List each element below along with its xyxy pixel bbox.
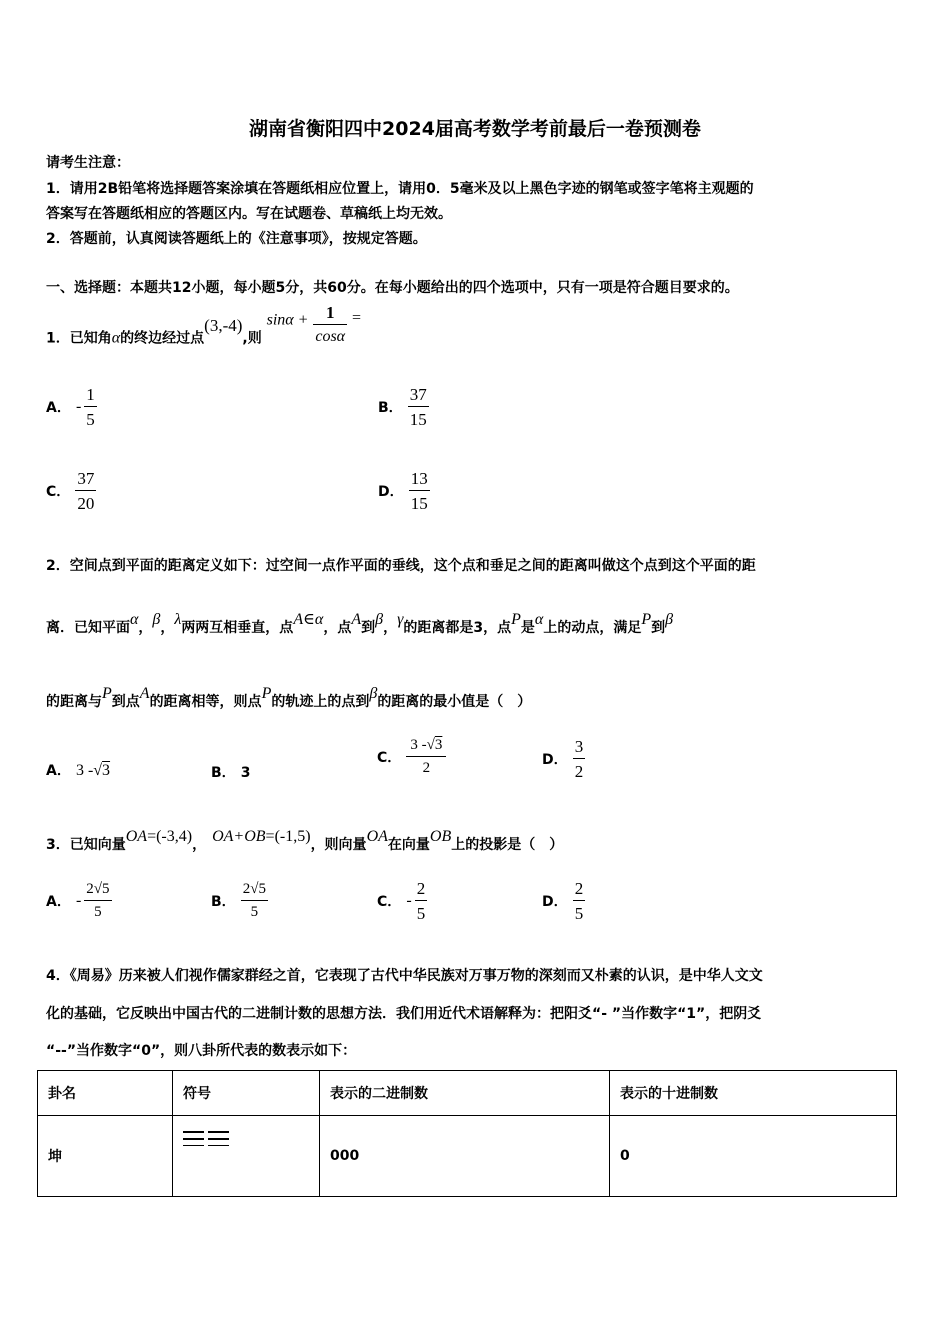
q1-point: (3,-4): [204, 315, 243, 335]
q2-beta: β: [152, 611, 161, 628]
q2-text: 到: [651, 620, 666, 636]
question-2-line-3: [46, 685, 532, 711]
table-header-cell: 表示的二进制数: [320, 1071, 610, 1116]
kun-trigram-icon: [183, 1131, 309, 1147]
q2-option-c-den: 2: [422, 760, 431, 776]
q2-option-c-num-text: 3 -: [410, 737, 427, 753]
q3-option-d[interactable]: [542, 880, 585, 922]
q2-point-p: P: [261, 685, 272, 702]
q1-option-b-den: 15: [409, 410, 427, 429]
q3-option-d-label: D．: [542, 894, 568, 910]
table-header-cell: 卦名: [38, 1071, 173, 1116]
q3-text: 上的投影是（ ）: [451, 837, 564, 853]
sqrt-icon: √: [93, 762, 103, 779]
q3-option-c-num: 2: [415, 880, 428, 901]
q3-vector-oa: OA: [125, 828, 148, 845]
question-4-line-2: 化的基础，它反映出中国古代的二进制计数的思想方法．我们用近代术语解释为：把阳爻“- ”当作数字“1”，把阴爻: [46, 1006, 762, 1022]
question-4-line-1: 4．《周易》历来被人们视作儒家群经之首，它表现了古代中华民族对万事万物的深刻而又朴素的认识，是中华人文文: [46, 968, 763, 984]
q1-option-a-sign: -: [75, 398, 82, 415]
q3-vector-oa: OA: [366, 828, 388, 845]
table-header-cell: 符号: [173, 1071, 320, 1116]
q3-option-c-sign: -: [406, 892, 412, 909]
q2-option-d-fraction: [573, 738, 586, 780]
q3-option-c-label: C．: [377, 894, 402, 910]
q1-option-d-label: D．: [378, 484, 404, 500]
q3-option-a-num: 2√5: [84, 882, 111, 901]
q2-option-d[interactable]: [542, 738, 585, 780]
q2-option-c[interactable]: [377, 738, 446, 776]
table-row: [38, 1116, 897, 1197]
q1-option-b-label: B．: [378, 400, 403, 416]
q3-vector-sum: OA+OB: [212, 828, 266, 845]
q2-option-c-fraction: [406, 738, 446, 776]
q2-point-a: A: [351, 611, 362, 628]
q2-option-b-label: B．: [211, 765, 236, 781]
q2-text: 的距离的最小值是（ ）: [377, 694, 532, 710]
q2-option-a-radicand: 3: [102, 762, 111, 779]
q2-beta: β: [369, 685, 378, 702]
q2-option-b-value: 3: [240, 765, 251, 781]
q3-eq2: =(-1,5): [265, 828, 311, 845]
q2-option-d-label: D．: [542, 752, 568, 768]
q2-option-a-text: 3 -: [75, 762, 94, 779]
q2-text: 的距离都是3，点: [403, 620, 512, 636]
q2-point-p: P: [511, 611, 521, 628]
q3-option-d-den: 5: [574, 904, 584, 923]
q1-option-a[interactable]: [46, 386, 97, 428]
q2-option-d-den: 2: [574, 762, 584, 781]
q1-frac-num: 1: [313, 304, 347, 325]
q2-comma: ，: [383, 620, 398, 636]
q2-text: 的距离相等，则点: [149, 694, 262, 710]
q1-option-d-den: 15: [410, 494, 428, 513]
q1-option-a-num: 1: [84, 386, 97, 407]
q2-comma: ，: [138, 620, 153, 636]
q2-beta: β: [665, 611, 674, 628]
bagua-table: [37, 1070, 897, 1197]
q1-option-c-fraction: [75, 470, 96, 512]
q2-text: 是: [520, 620, 535, 636]
q1-sin-expr: sinα +: [266, 311, 309, 329]
q2-point-p: P: [641, 611, 652, 628]
q3-option-b-den: 5: [250, 904, 259, 920]
q2-alpha: α: [130, 611, 139, 628]
q1-option-d[interactable]: [378, 470, 430, 512]
q1-option-b[interactable]: [378, 386, 429, 428]
q1-option-a-fraction: [84, 386, 97, 428]
q2-option-a-label: A．: [46, 763, 71, 779]
q3-option-c-fraction: [415, 880, 428, 922]
q2-text: 的轨迹上的点到: [271, 694, 370, 710]
q3-option-a-den: 5: [94, 904, 102, 920]
q2-text: 的距离与: [46, 694, 102, 710]
q2-point-p: P: [102, 685, 112, 702]
q1-equals: =: [351, 309, 361, 327]
q1-then: ,则: [242, 330, 262, 347]
q1-option-d-fraction: [409, 470, 430, 512]
q3-option-c-den: 5: [416, 904, 426, 923]
q1-option-a-label: A．: [46, 400, 71, 416]
q1-prefix: 1．已知角: [46, 330, 112, 347]
table-cell-decimal: 0: [610, 1116, 897, 1197]
q2-lambda: λ: [174, 611, 182, 628]
q3-option-a[interactable]: [46, 882, 112, 920]
q2-gamma: γ: [397, 611, 404, 628]
q2-beta: β: [375, 611, 384, 628]
q3-option-b-num: 2√5: [241, 882, 268, 901]
q3-comma: ，: [192, 837, 207, 853]
q3-text: 3．已知向量: [46, 837, 126, 853]
q3-option-d-fraction: [573, 880, 586, 922]
q2-option-c-label: C．: [377, 750, 402, 766]
q1-option-c-den: 20: [77, 494, 95, 513]
table-cell-symbol: [173, 1116, 320, 1197]
notice-line-2: 答案写在答题纸相应的答题区内。写在试题卷、草稿纸上均无效。: [46, 206, 452, 222]
q3-option-a-label: A．: [46, 894, 71, 910]
q1-option-c-num: 37: [75, 470, 96, 491]
q1-fraction: [313, 304, 347, 345]
question-2-line-1: 2．空间点到平面的距离定义如下：过空间一点作平面的垂线，这个点和垂足之间的距离叫做这个点到这个平面的距: [46, 558, 756, 574]
q2-text: ，点: [323, 620, 352, 636]
question-4-line-3: “--”当作数字“0”，则八卦所代表的数表示如下：: [46, 1043, 357, 1059]
q2-text: 上的动点，满足: [543, 620, 642, 636]
question-3-stem: [46, 828, 564, 854]
q2-text: 到: [361, 620, 376, 636]
table-cell-name: 坤: [38, 1116, 173, 1197]
q3-option-b-label: B．: [211, 894, 236, 910]
page-title: 湖南省衡阳四中2024届高考数学考前最后一卷预测卷: [249, 118, 701, 140]
question-1-stem: [46, 304, 361, 348]
q3-vector-ob: OB: [429, 828, 452, 845]
q3-text: 在向量: [387, 837, 430, 853]
q2-option-d-num: 3: [573, 738, 586, 759]
notice-line-3: 2．答题前，认真阅读答题纸上的《注意事项》，按规定答题。: [46, 231, 427, 247]
q3-option-b[interactable]: [211, 882, 268, 920]
q1-alpha: α: [111, 329, 121, 347]
q1-option-b-num: 37: [408, 386, 429, 407]
table-header-row: [38, 1071, 897, 1116]
q2-option-b[interactable]: [211, 762, 251, 782]
table-header-cell: 表示的十进制数: [610, 1071, 897, 1116]
sqrt-icon: √: [426, 737, 435, 753]
notice-heading: 请考生注意：: [46, 155, 130, 171]
q2-option-c-radicand: 3: [434, 737, 443, 753]
question-2-line-2: [46, 611, 674, 637]
notice-line-1: 1．请用2B铅笔将选择题答案涂填在答题纸相应位置上，请用0．5毫米及以上黑色字迹的钢笔或签字笔将主观题的: [46, 181, 754, 197]
q3-eq1: =(-3,4): [147, 828, 193, 845]
q2-text: 两两互相垂直，点: [181, 620, 294, 636]
q1-option-d-num: 13: [409, 470, 430, 491]
q3-option-a-fraction: [84, 882, 111, 920]
q1-option-a-den: 5: [86, 410, 95, 429]
q1-frac-den: cosα: [315, 328, 346, 345]
q3-text: ，则向量: [310, 837, 367, 853]
q2-option-a[interactable]: [46, 760, 110, 780]
q3-option-a-sign: -: [75, 892, 82, 909]
q1-option-c[interactable]: [46, 470, 96, 512]
q3-option-b-fraction: [241, 882, 268, 920]
q2-comma: ，: [160, 620, 175, 636]
q3-option-c[interactable]: [377, 880, 427, 922]
q1-mid: 的终边经过点: [120, 330, 205, 347]
q1-option-c-label: C．: [46, 484, 71, 500]
section-heading: 一、选择题：本题共12小题，每小题5分，共60分。在每小题给出的四个选项中，只有一项是符合题目要求的。: [46, 280, 739, 296]
q2-a-in-alpha: A∈α: [293, 611, 324, 628]
q3-option-d-num: 2: [573, 880, 586, 901]
q2-alpha: α: [534, 611, 544, 628]
q1-option-b-fraction: [408, 386, 429, 428]
q2-text: 到点: [111, 694, 140, 710]
table-cell-binary: 000: [320, 1116, 610, 1197]
q2-text: 离．已知平面: [46, 620, 130, 636]
q2-point-a: A: [139, 685, 150, 702]
